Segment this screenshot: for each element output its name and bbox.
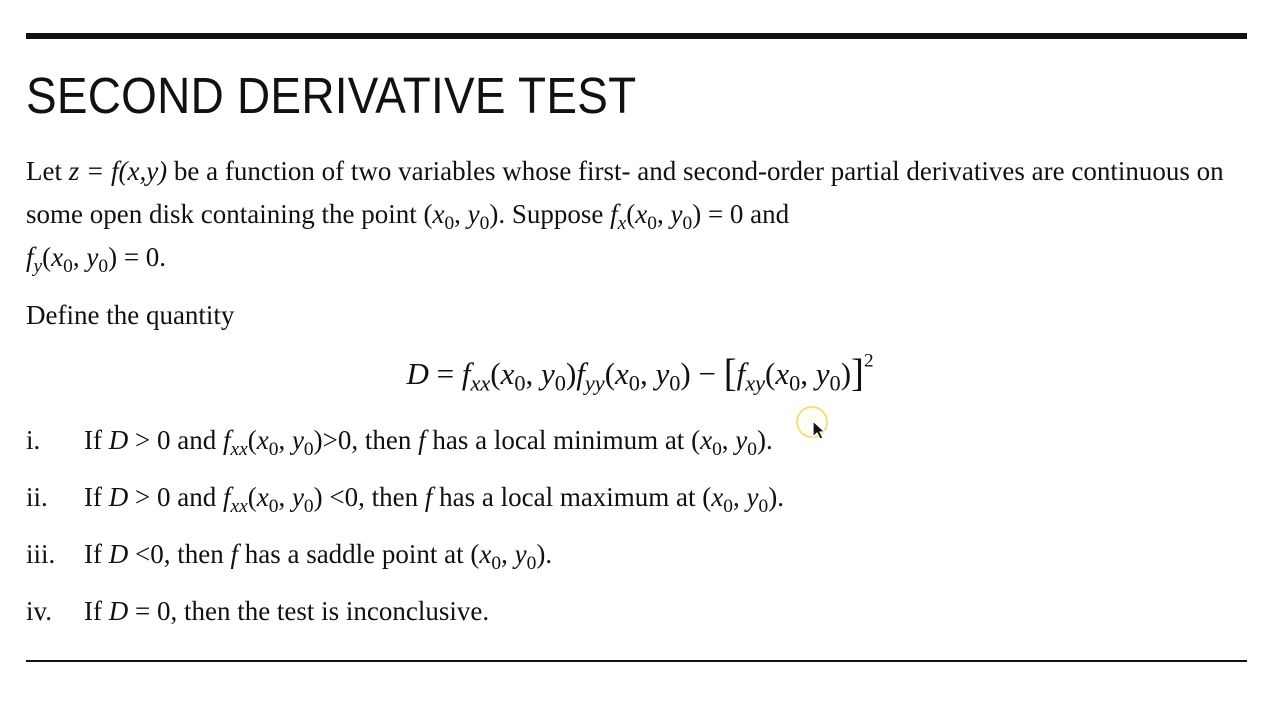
- fy-condition: $f_y(x_0$, $y_0$): [26, 242, 118, 277]
- list-marker: iv.: [26, 596, 52, 626]
- top-rule: [26, 33, 1247, 39]
- condition-text: If D > 0 and $f_{xx}(x_0$, $y_0) <0$, then f has a local maximum at ($x_0$, $y_0$).: [84, 482, 784, 517]
- condition-text: If D <0, then f has a saddle point at ($x_0$, $y_0$).: [84, 539, 553, 574]
- define-label: Define the quantity: [26, 300, 235, 330]
- function-fxy: f(x,y): [110, 156, 168, 186]
- theorem-paragraph: [26, 150, 1246, 279]
- equals-zero-and: = 0 and: [707, 199, 790, 229]
- let-word: Let: [26, 156, 62, 186]
- discriminant-formula: $D = f_{xx}(x_0$, $y_0)f_{yy}(x_0$, $y_0) - [f_{xy}(x_0$, $y_0)]^2$: [406, 350, 874, 396]
- page-title: SECOND DERIVATIVE TEST: [26, 67, 637, 124]
- point-x0y0: ($x_0$, $y_0$): [423, 199, 499, 234]
- list-marker: ii.: [26, 482, 48, 512]
- z-equals: z =: [68, 156, 105, 186]
- list-marker: iii.: [26, 539, 56, 569]
- bottom-rule: [26, 660, 1247, 662]
- fx-condition: $f_x(x_0$, $y_0$): [610, 199, 702, 234]
- list-marker: i.: [26, 425, 41, 455]
- formula-lhs: D: [406, 356, 429, 391]
- condition-text: If D > 0 and $f_{xx}(x_0$, $y_0)>0$, then f has a local minimum at ($x_0$, $y_0$).: [84, 425, 773, 460]
- mouse-pointer-icon: [796, 406, 830, 440]
- condition-text: If D = 0, then the test is inconclusive.: [84, 596, 490, 626]
- formula-exponent: 2: [863, 350, 874, 372]
- hypothesis-text: be a function of two variables whose first- and second-order partial derivatives are continuous on some open disk containing the point: [26, 156, 1224, 229]
- equals-zero-end: = 0.: [123, 242, 167, 272]
- suppose-word: . Suppose: [498, 199, 604, 229]
